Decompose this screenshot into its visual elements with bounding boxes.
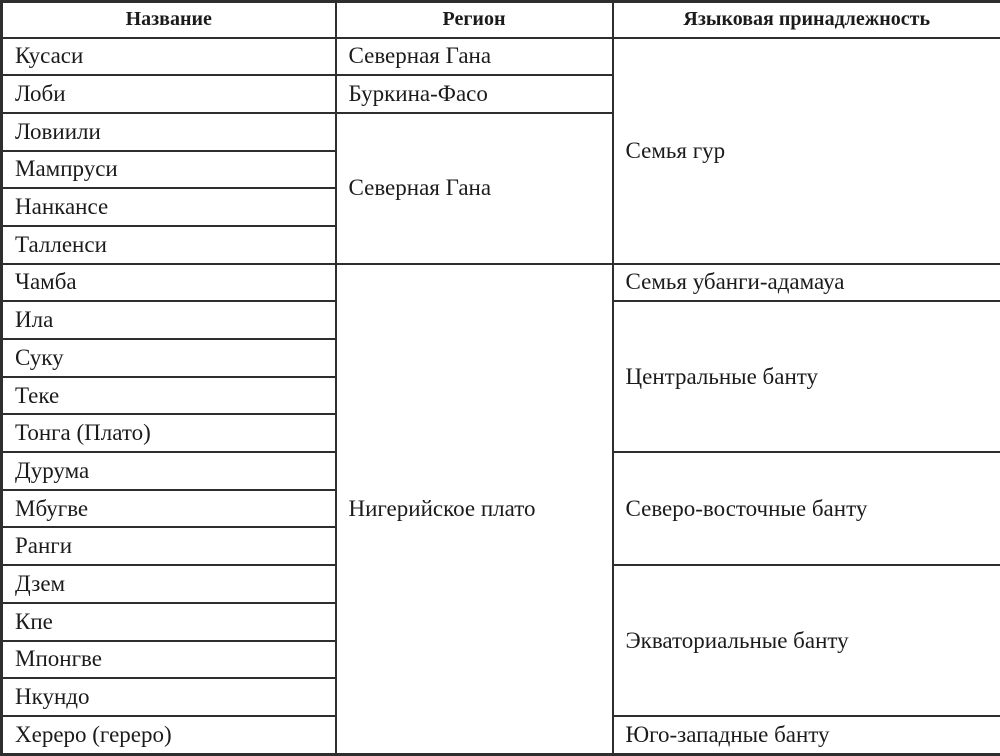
name-cell: Нкундо	[2, 678, 336, 716]
name-cell: Мбугве	[2, 490, 336, 528]
name-cell: Мампруси	[2, 151, 336, 189]
name-cell: Ила	[2, 301, 336, 339]
name-cell: Мпонгве	[2, 641, 336, 679]
name-cell: Хереро (гереро)	[2, 716, 336, 755]
name-cell: Нанкансе	[2, 188, 336, 226]
name-cell: Лоби	[2, 75, 336, 113]
table-row	[2, 38, 1000, 76]
region-cell: Нигерийское плато	[336, 264, 613, 755]
column-header-family: Языковая принадлежность	[613, 2, 1000, 38]
table-row	[2, 264, 1000, 302]
name-cell: Кпе	[2, 603, 336, 641]
region-cell: Северная Гана	[336, 38, 613, 76]
region-cell: Северная Гана	[336, 113, 613, 264]
name-cell: Кусаси	[2, 38, 336, 76]
header-row	[2, 2, 1000, 38]
name-cell: Дурума	[2, 452, 336, 490]
column-header-name: Название	[2, 2, 336, 38]
family-cell: Северо-восточные банту	[613, 452, 1000, 565]
family-cell: Юго-западные банту	[613, 716, 1000, 755]
family-cell: Центральные банту	[613, 301, 1000, 452]
name-cell: Чамба	[2, 264, 336, 302]
name-cell: Тонга (Плато)	[2, 414, 336, 452]
region-cell: Буркина-Фасо	[336, 75, 613, 113]
family-cell: Семья гур	[613, 38, 1000, 264]
name-cell: Ранги	[2, 527, 336, 565]
name-cell: Суку	[2, 339, 336, 377]
family-cell: Экваториальные банту	[613, 565, 1000, 716]
name-cell: Теке	[2, 377, 336, 415]
column-header-region: Регион	[336, 2, 613, 38]
family-cell: Семья убанги-адамауа	[613, 264, 1000, 302]
name-cell: Талленси	[2, 226, 336, 264]
name-cell: Ловиили	[2, 113, 336, 151]
name-cell: Дзем	[2, 565, 336, 603]
